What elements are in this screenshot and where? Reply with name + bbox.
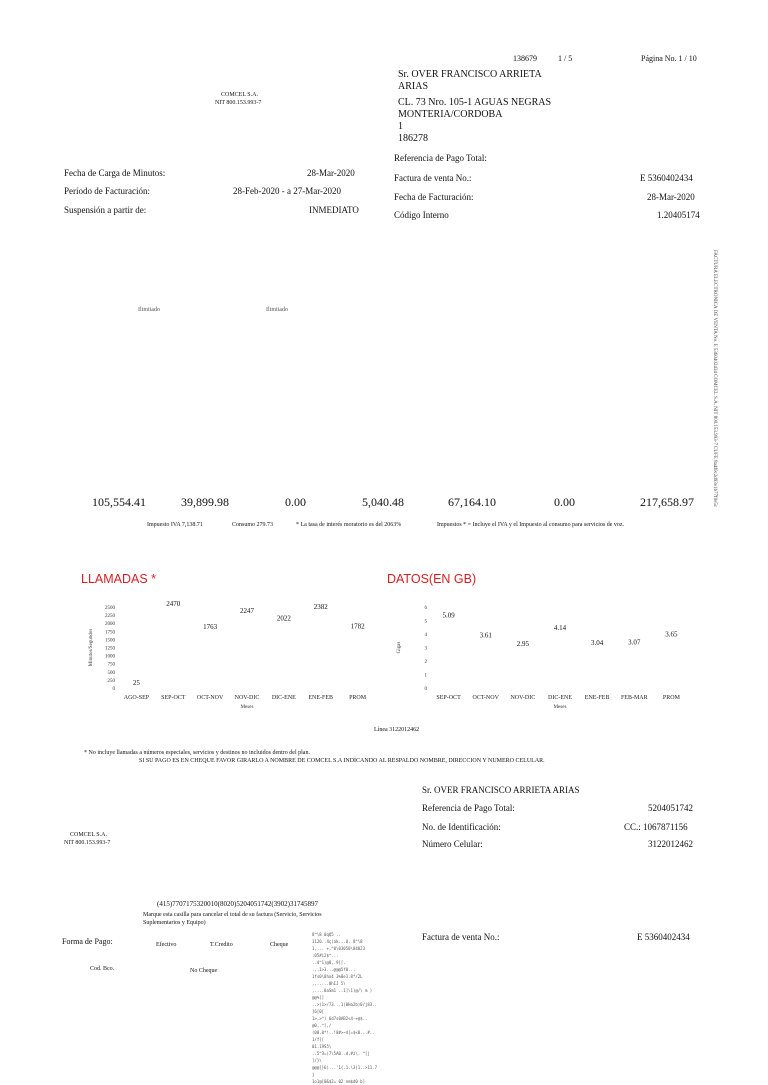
x-tick-label: NOV-DIC xyxy=(510,695,536,701)
x-tick-label: NOV-DIC xyxy=(234,695,260,701)
stub-invoice-value: E 5360402434 xyxy=(637,932,690,942)
sheet-number: 1 / 5 xyxy=(558,54,573,63)
x-tick-label: PROM xyxy=(662,695,680,701)
tax-iva: Impuesto IVA 7,138.71 xyxy=(147,522,203,528)
company-nit: NIT 800.153.993-7 xyxy=(215,100,262,106)
invoice-value: E 5360402434 xyxy=(640,173,693,183)
internal-code-label: Código Interno xyxy=(394,210,449,220)
payment-checkbox-note: Marque esta casilla para cancelar el total de su factura (Servicio, Servicios Suplementarios y Equipo) xyxy=(143,912,322,926)
x-tick-label: DIC-ENE xyxy=(271,695,296,701)
x-tick-label: FEB-MAR xyxy=(620,695,648,701)
total-7: 217,658.97 xyxy=(640,495,694,509)
y-tick-label: 750 xyxy=(107,662,115,668)
pay-option-cash[interactable]: Efectivo xyxy=(156,942,177,948)
x-tick-label: ENE-FEB xyxy=(584,695,610,701)
ref-label: Referencia de Pago Total: xyxy=(394,153,487,163)
chart-title-data: DATOS(EN GB) xyxy=(387,572,477,586)
data-label: 2470 xyxy=(166,599,181,608)
stub-company-name: COMCEL S.A. xyxy=(70,832,107,838)
stub-invoice-label: Factura de venta No.: xyxy=(422,932,500,942)
data-label: 1782 xyxy=(350,622,365,631)
stub-ref-label: Referencia de Pago Total: xyxy=(422,803,515,813)
total-1: 105,554.41 xyxy=(92,495,146,509)
billing-date-value: 28-Mar-2020 xyxy=(647,192,695,202)
address-line-4: 186278 xyxy=(398,133,428,144)
data-label: 1763 xyxy=(203,622,218,631)
y-tick-label: 500 xyxy=(107,670,115,676)
data-label: 3.65 xyxy=(665,630,678,639)
line-label: Línea 3122012462 xyxy=(374,727,420,733)
x-tick-label: AGO-SEP xyxy=(123,695,150,701)
total-4: 5,040.48 xyxy=(362,495,404,509)
qr-code: 8^\8 0qQ5 .. 1120..4ç)ak...U. 8^\8 1,... +,^0\03050\84023 :05#i2$^... ..4^1)@0,.9[[. .,.1>3...@@@5f0... 1fs0\8hx4 3%0e1.8*/2L ,,.....0hIJ 5\ ,....0aSm1 ..1]\1)@/\ m ) @@%]] ..>(1>/73...1(0Ha2b)0/j83.. ]6[0[ 1>,>^) 6d7s0AB2<4-+@$.. @0..^[,/ (00.0*!..!8#>~4[=$<0...#.. 1/f[[ 01.19S5\ ..5^3=)7\5A0..d,#z\. ^[j ]/}\ @@@]}6)...'1{.1.\3)1..>11.7 j 1o1@[0&$2= 02 nm$d0 b] xyxy=(312,932,378,1084)
data-label: 2247 xyxy=(240,607,254,616)
stub-id-label: No. de Identificación: xyxy=(422,822,501,832)
data-label: 5.09 xyxy=(442,611,455,620)
data-label: 25 xyxy=(132,679,140,688)
x-tick-label: PROM xyxy=(349,695,367,701)
pay-option-cheque[interactable]: Cheque xyxy=(270,942,289,948)
total-2: 39,899.98 xyxy=(181,495,229,509)
suspension-label: Suspensión a partir de: xyxy=(64,205,147,215)
y-tick-label: 250 xyxy=(107,678,115,684)
y-axis-label: Gigas xyxy=(397,641,402,654)
address-line-2: MONTERIA/CORDOBA xyxy=(398,109,503,120)
y-tick-label: 4 xyxy=(424,633,427,638)
suspension-value: INMEDIATO xyxy=(309,205,359,215)
plan-label-right: Ilimitado xyxy=(266,307,288,313)
address-line-1: CL. 73 Nro. 105-1 AGUAS NEGRAS xyxy=(398,97,552,108)
data-label: 2382 xyxy=(313,602,328,611)
y-axis-label: Minutos/Segundos xyxy=(89,628,94,667)
data-label: 3.04 xyxy=(591,638,604,647)
x-tick-label: ENE-FEB xyxy=(308,695,334,701)
x-tick-label: OCT-NOV xyxy=(472,695,499,701)
chart-title-calls: LLAMADAS * xyxy=(81,572,157,586)
not-included-note: * No incluye llamadas a números especiales, servicios y destinos no incluidos dentro del plan. xyxy=(84,750,310,756)
billing-period-label: Período de Facturación: xyxy=(64,186,150,196)
page-number: Página No. 1 / 10 xyxy=(641,54,697,63)
side-vertical-text: FACTURA ELECTRONICA DE VENTA No. E 5360402434 COMCEL S.A. NIT 800.153.993-7 CUFE 8a4f0c2d93e1b77f0e5c xyxy=(712,250,717,508)
y-tick-label: 1000 xyxy=(105,654,115,660)
x-axis-label: Meses xyxy=(240,705,254,710)
y-tick-label: 2 xyxy=(424,660,427,665)
billing-period-value: 28-Feb-2020 - a 27-Mar-2020 xyxy=(233,186,342,196)
calls-chart xyxy=(80,588,380,718)
y-tick-label: 0 xyxy=(424,687,427,692)
billing-date-label: Fecha de Facturación: xyxy=(394,192,474,202)
pay-option-credit[interactable]: T.Credito xyxy=(210,942,233,948)
stub-cell-value: 3122012462 xyxy=(648,839,693,849)
customer-name-2: ARIAS xyxy=(398,81,429,92)
x-axis-label: Meses xyxy=(553,705,567,710)
y-tick-label: 2000 xyxy=(105,622,115,628)
bank-code-label: Cod. Bco. xyxy=(90,966,115,972)
customer-name-1: Sr. OVER FRANCISCO ARRIETA xyxy=(398,69,542,80)
plan-label-left: Ilimitado xyxy=(138,307,160,313)
barcode-text: (415)7707175320010(8020)5204051742(3902)31745897 xyxy=(157,900,318,908)
stub-ref-value: 5204051742 xyxy=(648,803,693,813)
y-tick-label: 1250 xyxy=(105,646,115,652)
total-3: 0.00 xyxy=(285,495,306,509)
y-tick-label: 3 xyxy=(424,646,427,652)
data-label: 3.07 xyxy=(628,638,641,647)
y-tick-label: 0 xyxy=(112,687,115,692)
data-label: 4.14 xyxy=(553,624,567,633)
invoice-label: Factura de venta No.: xyxy=(394,173,472,183)
total-5: 67,164.10 xyxy=(448,495,496,509)
tax-consumo: Consumo 279.73 xyxy=(232,522,274,528)
x-tick-label: SEP-OCT xyxy=(161,695,186,701)
cheque-no-label: No Cheque xyxy=(190,968,218,974)
data-label: 2.95 xyxy=(516,640,529,649)
pay-form-label: Forma de Pago: xyxy=(62,937,113,946)
data-label: 2022 xyxy=(276,614,291,623)
internal-code-value: 1.20405174 xyxy=(657,210,700,220)
stub-customer-name: Sr. OVER FRANCISCO ARRIETA ARIAS xyxy=(422,785,580,795)
total-6: 0.00 xyxy=(554,495,575,509)
y-tick-label: 1750 xyxy=(105,630,115,636)
x-tick-label: DIC-ENE xyxy=(548,695,572,701)
address-line-3: 1 xyxy=(398,121,403,132)
company-name: COMCEL S.A. xyxy=(221,92,258,98)
stub-id-value: CC.: 1067871156 xyxy=(624,822,688,832)
account-code: 138679 xyxy=(513,54,537,63)
y-tick-label: 2500 xyxy=(105,606,115,611)
data-chart xyxy=(390,588,690,718)
y-tick-label: 5 xyxy=(424,619,427,625)
minutes-load-value: 28-Mar-2020 xyxy=(307,168,355,178)
y-tick-label: 1 xyxy=(424,673,427,679)
minutes-load-label: Fecha de Carga de Minutos: xyxy=(64,168,166,178)
y-tick-label: 1500 xyxy=(105,638,115,644)
y-tick-label: 6 xyxy=(424,606,427,611)
cheque-note: SI SU PAGO ES EN CHEQUE FAVOR GIRARLO A NOMBRE DE COMCEL S.A INDICANDO AL RESPALDO NOMBRE, DIRECCION Y NUMERO CELULAR. xyxy=(139,758,545,764)
x-tick-label: OCT-NOV xyxy=(196,695,224,701)
y-tick-label: 2250 xyxy=(105,614,115,620)
stub-company-nit: NIT 800.153.993-7 xyxy=(64,840,111,846)
x-tick-label: SEP-OCT xyxy=(436,695,461,701)
tax-includes-note: Impuestos * = Incluye el IVA y el Impuesto al consumo para servicios de voz. xyxy=(437,522,625,528)
stub-cell-label: Número Celular: xyxy=(422,839,483,849)
data-label: 3.61 xyxy=(479,631,492,640)
interest-note: * La tasa de interés moratorio es del 2063% xyxy=(296,522,402,528)
